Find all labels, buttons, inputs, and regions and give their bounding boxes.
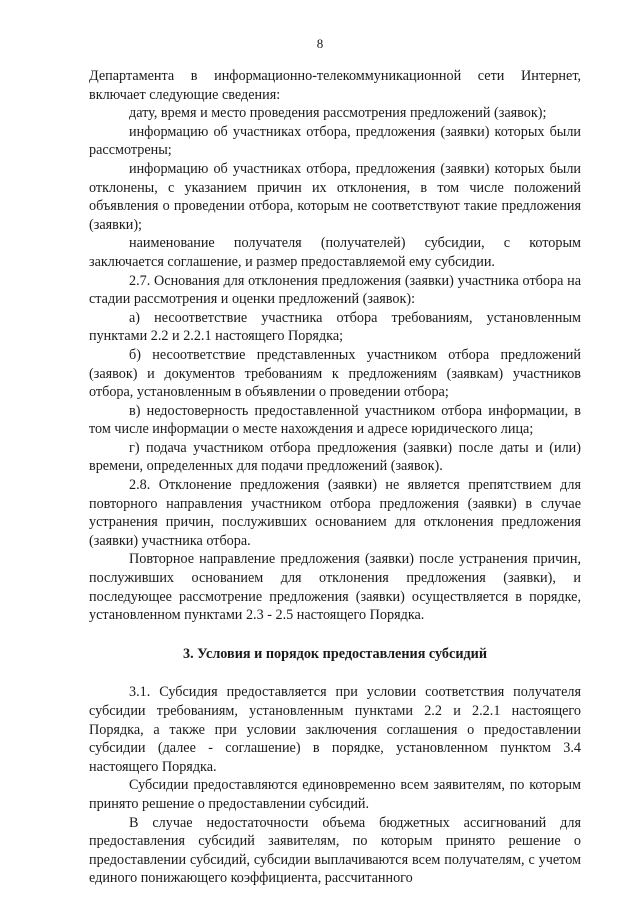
section-heading: 3. Условия и порядок предоставления субсидий (182, 645, 488, 662)
paragraph: информацию об участниках отбора, предложения (заявки) которых были отклонены, с указанием причин их отклонения, в том числе положений объявления о проведении отбора, которым не соответствуют такие предложения (заявки); (89, 160, 581, 233)
paragraph: 2.7. Основания для отклонения предложения (заявки) участника отбора на стадии рассмотрения и оценки предложений (заявок): (89, 272, 581, 308)
paragraph: дату, время и место проведения рассмотрения предложений (заявок); (129, 105, 547, 122)
paragraph: а) несоответствие участника отбора требованиям, установленным пунктами 2.2 и 2.2.1 настоящего Порядка; (89, 309, 581, 345)
paragraph: в) недостоверность предоставленной участником отбора информации, в том числе информации о месте нахождения и адресе юридического лица; (89, 402, 581, 438)
paragraph: 2.8. Отклонение предложения (заявки) не является препятствием для повторного направления участником отбора предложения (заявки) в случае устранения причин, послуживших основанием для отклонения предложения (заявки) участника отбора. (89, 477, 581, 549)
paragraph: б) несоответствие представленных участником отбора предложений (заявок) и документов требованиям к предложениям (заявкам) участников отбора, установленным в объявлении о проведении отбора; (89, 346, 581, 401)
paragraph: наименование получателя (получателей) субсидии, с которым заключается соглашение, и размер предоставляемой ему субсидии. (89, 235, 581, 270)
paragraph: Повторное направление предложения (заявки) после устранения причин, послуживших основанием для отклонения предложения (заявки), и последующее рассмотрение предложения (заявки) осуществляется в порядке, установленном пунктами 2.3 - 2.5 настоящего Порядка. (89, 551, 581, 624)
paragraph: В случае недостаточности объема бюджетных ассигнований для предоставления субсидий заявителям, по которым принято решение о предоставлении субсидий, субсидии выплачиваются всем получателям, с учетом единого понижающего коэффициента, рассчитанного (89, 814, 581, 887)
paragraph: информацию об участниках отбора, предложения (заявки) которых были рассмотрены; (89, 123, 581, 159)
page-number: 8 (316, 36, 324, 51)
document-body (89, 67, 581, 888)
paragraph: г) подача участником отбора предложения (заявки) после даты и (или) времени, определенных для подачи предложений (заявок). (89, 439, 581, 475)
paragraph: 3.1. Субсидия предоставляется при условии соответствия получателя субсидии требованиям, установленным пунктами 2.2 и 2.2.1 настоящего Порядка, а также при условии заключения соглашения о предоставлении субсидии (далее - соглашение) в порядке, установленном пунктом 3.4 настоящего Порядка. (89, 684, 581, 775)
paragraph: Департамента в информационно-телекоммуникационной сети Интернет, включает следующие сведения: (89, 68, 581, 103)
paragraph: Субсидии предоставляются единовременно всем заявителям, по которым принято решение о предоставлении субсидий. (89, 777, 581, 812)
